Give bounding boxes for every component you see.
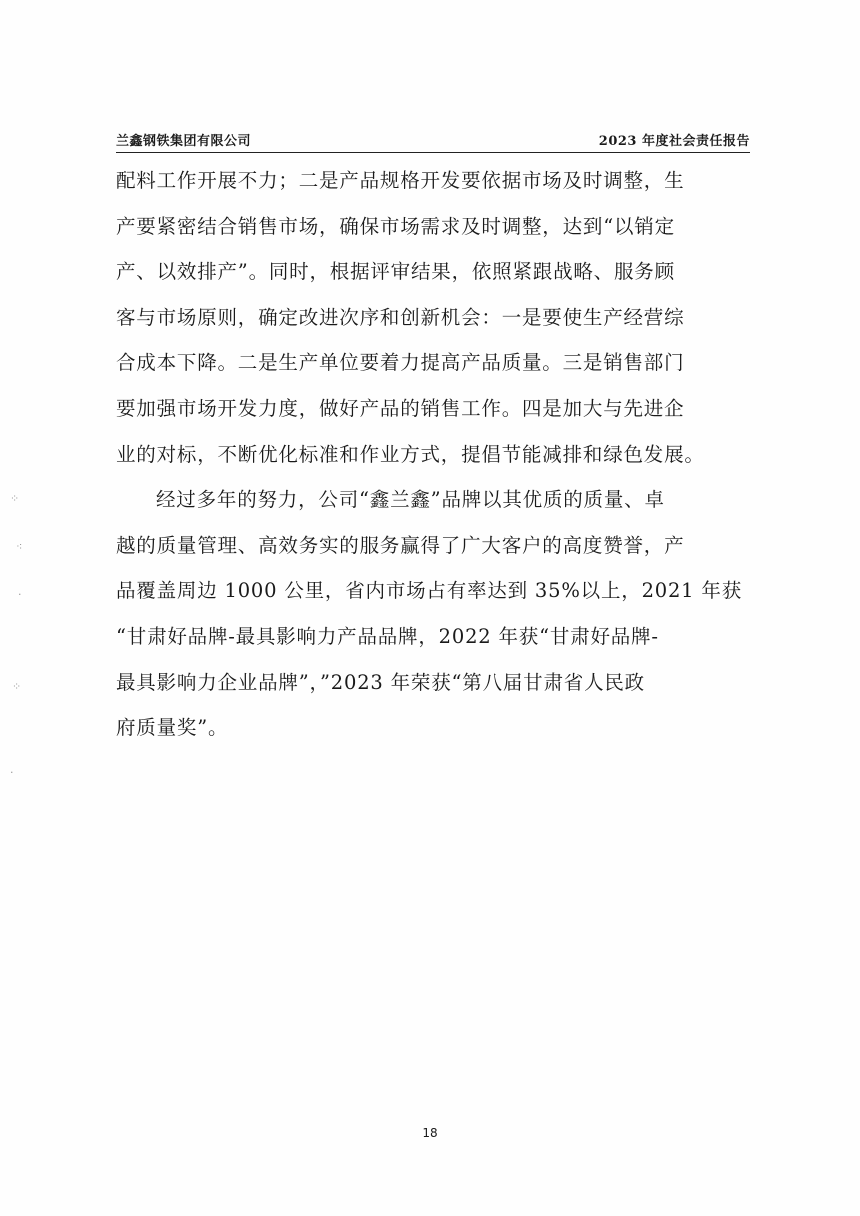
scan-speck: ⁘ [12,680,22,693]
text-line: 府质量奖”。 [116,716,229,740]
page-number: 18 [422,1126,438,1140]
text-line: 配料工作开展不力；二是产品规格开发要依据市场及时调整，生 [116,169,685,192]
header-company-name: 兰鑫钢铁集团有限公司 [116,134,252,149]
text-line: “甘肃好品牌-最具影响力产品品牌，2022 年获“甘肃好品牌- [116,624,659,648]
paragraph-continuation [116,158,756,477]
text-line: 最具影响力企业品牌”，”2023 年荣获“第八届甘肃省人民政 [116,670,645,694]
page-header [116,132,750,153]
text-line: 产、以效排产”。同时，根据评审结果，依照紧跟战略、服务顾 [116,260,675,284]
text-line: 产要紧密结合销售市场，确保市场需求及时调整，达到“以销定 [116,214,675,238]
scan-speck: ⁖ [16,540,23,553]
scan-speck: ⁘ [10,492,20,505]
text-line: 经过多年的努力，公司“鑫兰鑫”品牌以其优质的质量、卓 [156,488,665,512]
text-line: 业的对标，不断优化标准和作业方式，提倡节能减排和绿色发展。 [116,442,705,466]
paragraph-brand [116,477,756,751]
text-line: 客与市场原则，确定改进次序和创新机会：一是要使生产经营综 [116,305,685,329]
scan-speck: · [10,766,14,779]
text-line: 越的质量管理、高效务实的服务赢得了广大客户的高度赞誉，产 [116,533,685,557]
text-line: 品覆盖周边 1000 公里，省内市场占有率达到 35%以上，2021 年获 [116,579,742,603]
header-report-title: 2023 年度社会责任报告 [598,134,750,149]
scan-speck: · [18,588,22,601]
document-body [116,158,756,751]
text-line: 合成本下降。二是生产单位要着力提高产品质量。三是销售部门 [116,351,685,375]
text-line: 要加强市场开发力度，做好产品的销售工作。四是加大与先进企 [116,396,685,420]
